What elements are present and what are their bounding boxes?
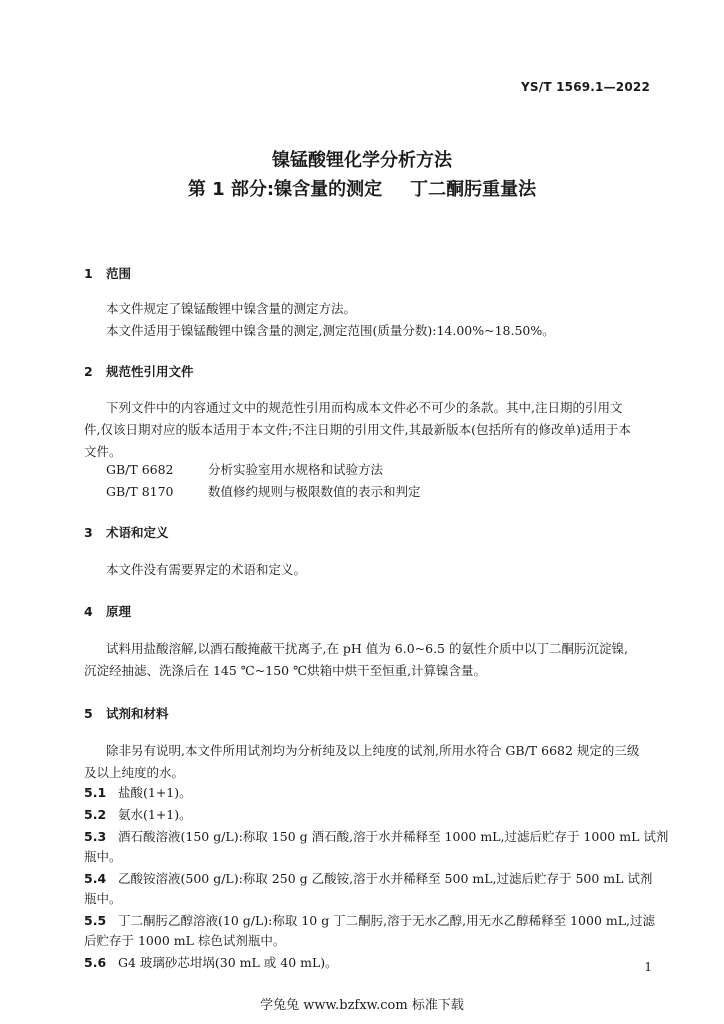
- list-item-continuation: 瓶中。: [84, 891, 122, 906]
- paragraph: 本文件适用于镍锰酸锂中镍含量的测定,测定范围(质量分数):14.00%~18.50%。: [106, 323, 555, 338]
- list-item: 5.3 酒石酸溶液(150 g/L):称取 150 g 酒石酸,溶于水并稀释至 1000 mL,过滤后贮存于 1000 mL 试剂: [84, 829, 669, 844]
- subtitle-method: 丁二酮肟重量法: [410, 179, 537, 200]
- reference-item: GB/T 6682 分析实验室用水规格和试验方法: [106, 462, 384, 477]
- section-heading-4: 4 原理: [84, 604, 132, 619]
- standard-number: YS/T 1569.1—2022: [521, 80, 650, 94]
- list-item: 5.5 丁二酮肟乙醇溶液(10 g/L):称取 10 g 丁二酮肟,溶于无水乙醇,用无水乙醇稀释至 1000 mL,过滤: [84, 913, 656, 928]
- list-item: 5.2 氨水(1+1)。: [84, 807, 192, 822]
- list-item-continuation: 瓶中。: [84, 849, 122, 864]
- page-number: 1: [644, 960, 652, 974]
- list-item-continuation: 后贮存于 1000 mL 棕色试剂瓶中。: [84, 933, 286, 948]
- section-heading-1: 1 范围: [84, 266, 132, 281]
- paragraph: 沉淀经抽滤、洗涤后在 145 ℃~150 ℃烘箱中烘干至恒重,计算镍含量。: [84, 663, 487, 678]
- document-title: 镍锰酸锂化学分析方法: [272, 150, 452, 171]
- paragraph: 除非另有说明,本文件所用试剂均为分析纯及以上纯度的试剂,所用水符合 GB/T 6682 规定的三级: [106, 743, 640, 758]
- paragraph: 试料用盐酸溶解,以酒石酸掩蔽干扰离子,在 pH 值为 6.0~6.5 的氨性介质中以丁二酮肟沉淀镍,: [106, 641, 628, 656]
- paragraph: 及以上纯度的水。: [84, 765, 185, 780]
- list-item: 5.4 乙酸铵溶液(500 g/L):称取 250 g 乙酸铵,溶于水并稀释至 500 mL,过滤后贮存于 500 mL 试剂: [84, 871, 653, 886]
- paragraph: 下列文件中的内容通过文中的规范性引用而构成本文件必不可少的条款。其中,注日期的引用文: [106, 400, 623, 415]
- paragraph: 本文件没有需要界定的术语和定义。: [106, 562, 307, 577]
- subtitle-part: 第 1 部分:镍含量的测定: [187, 179, 383, 200]
- section-heading-5: 5 试剂和材料: [84, 706, 169, 721]
- list-item: 5.6 G4 玻璃砂芯坩埚(30 mL 或 40 mL)。: [84, 955, 338, 970]
- list-item: 5.1 盐酸(1+1)。: [84, 785, 192, 800]
- reference-item: GB/T 8170 数值修约规则与极限数值的表示和判定: [106, 484, 421, 499]
- document-subtitle: [0, 175, 724, 201]
- footer-watermark: 学兔兔 www.bzfxw.com 标准下载: [260, 998, 464, 1013]
- paragraph: 文件。: [84, 444, 122, 459]
- paragraph: 本文件规定了镍锰酸锂中镍含量的测定方法。: [106, 301, 357, 316]
- section-heading-3: 3 术语和定义: [84, 525, 169, 540]
- paragraph: 件,仅该日期对应的版本适用于本文件;不注日期的引用文件,其最新版本(包括所有的修改单)适用于本: [84, 422, 631, 437]
- section-heading-2: 2 规范性引用文件: [84, 364, 194, 379]
